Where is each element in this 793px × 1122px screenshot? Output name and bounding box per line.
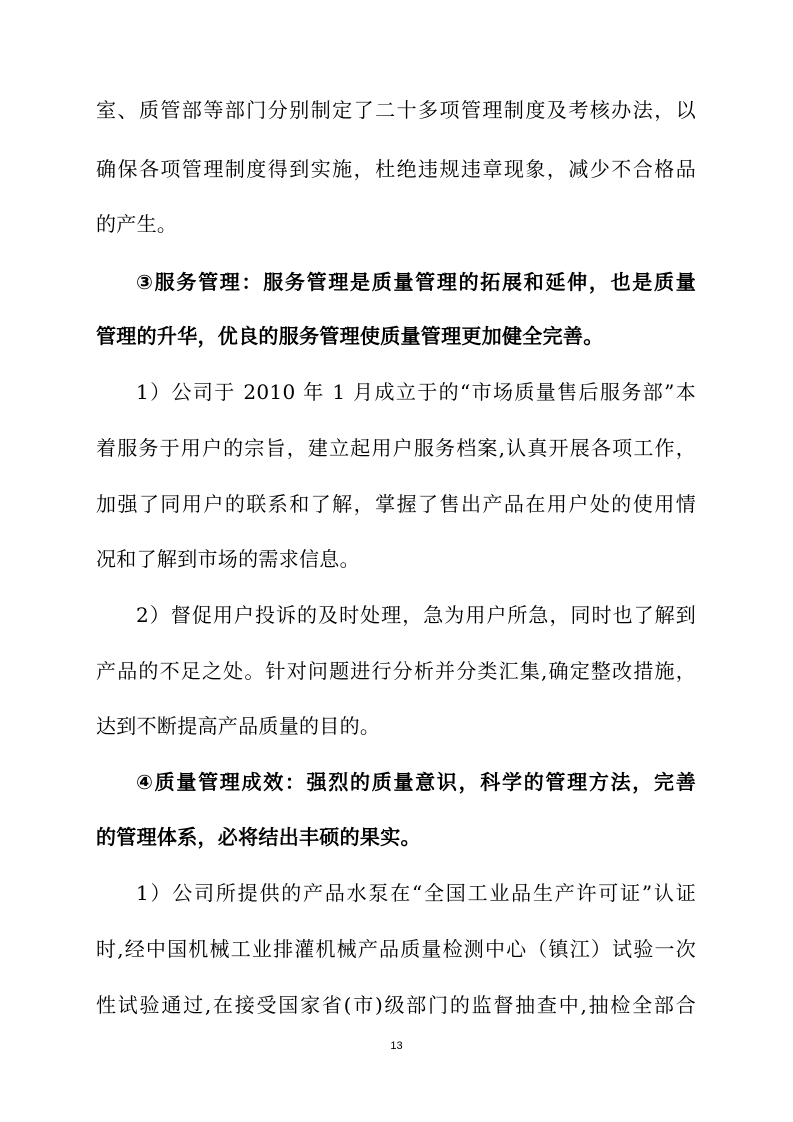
paragraph-line: 1）公司于 2010 年 1 月成立于的“市场质量售后服务部”本 — [136, 380, 696, 404]
paragraph-line: 产品的不足之处。针对问题进行分析并分类汇集,确定整改措施， — [96, 659, 696, 683]
paragraph-line: 加强了同用户的联系和了解，掌握了售出产品在用户处的使用情 — [96, 492, 696, 516]
section-heading-line: 管理的升华，优良的服务管理使质量管理更加健全完善。 — [96, 324, 604, 348]
section-heading-line: ③服务管理：服务管理是质量管理的拓展和延伸，也是质量 — [136, 270, 696, 294]
paragraph-line: 着服务于用户的宗旨，建立起用户服务档案,认真开展各项工作， — [96, 436, 696, 460]
paragraph-line: 达到不断提高产品质量的目的。 — [96, 714, 381, 738]
paragraph-line: 性试验通过,在接受国家省(市)级部门的监督抽查中,抽检全部合 — [96, 993, 696, 1017]
paragraph-line: 室、质管部等部门分别制定了二十多项管理制度及考核办法，以 — [96, 98, 696, 122]
paragraph-line: 况和了解到市场的需求信息。 — [96, 547, 360, 571]
section-heading-line: ④质量管理成效：强烈的质量意识，科学的管理方法，完善 — [136, 770, 696, 794]
paragraph-line: 时,经中国机械工业排灌机械产品质量检测中心（镇江）试验一次 — [96, 937, 696, 961]
paragraph-line: 1）公司所提供的产品水泵在“全国工业品生产许可证”认证 — [136, 881, 696, 905]
paragraph-line: 2）督促用户投诉的及时处理，急为用户所急，同时也了解到 — [136, 603, 696, 627]
paragraph-line: 确保各项管理制度得到实施，杜绝违规违章现象，减少不合格品 — [96, 157, 696, 181]
section-heading-line: 的管理体系，必将结出丰硕的果实。 — [96, 825, 421, 849]
paragraph-line: 的产生。 — [96, 212, 178, 236]
page-number: 13 — [390, 1040, 403, 1052]
